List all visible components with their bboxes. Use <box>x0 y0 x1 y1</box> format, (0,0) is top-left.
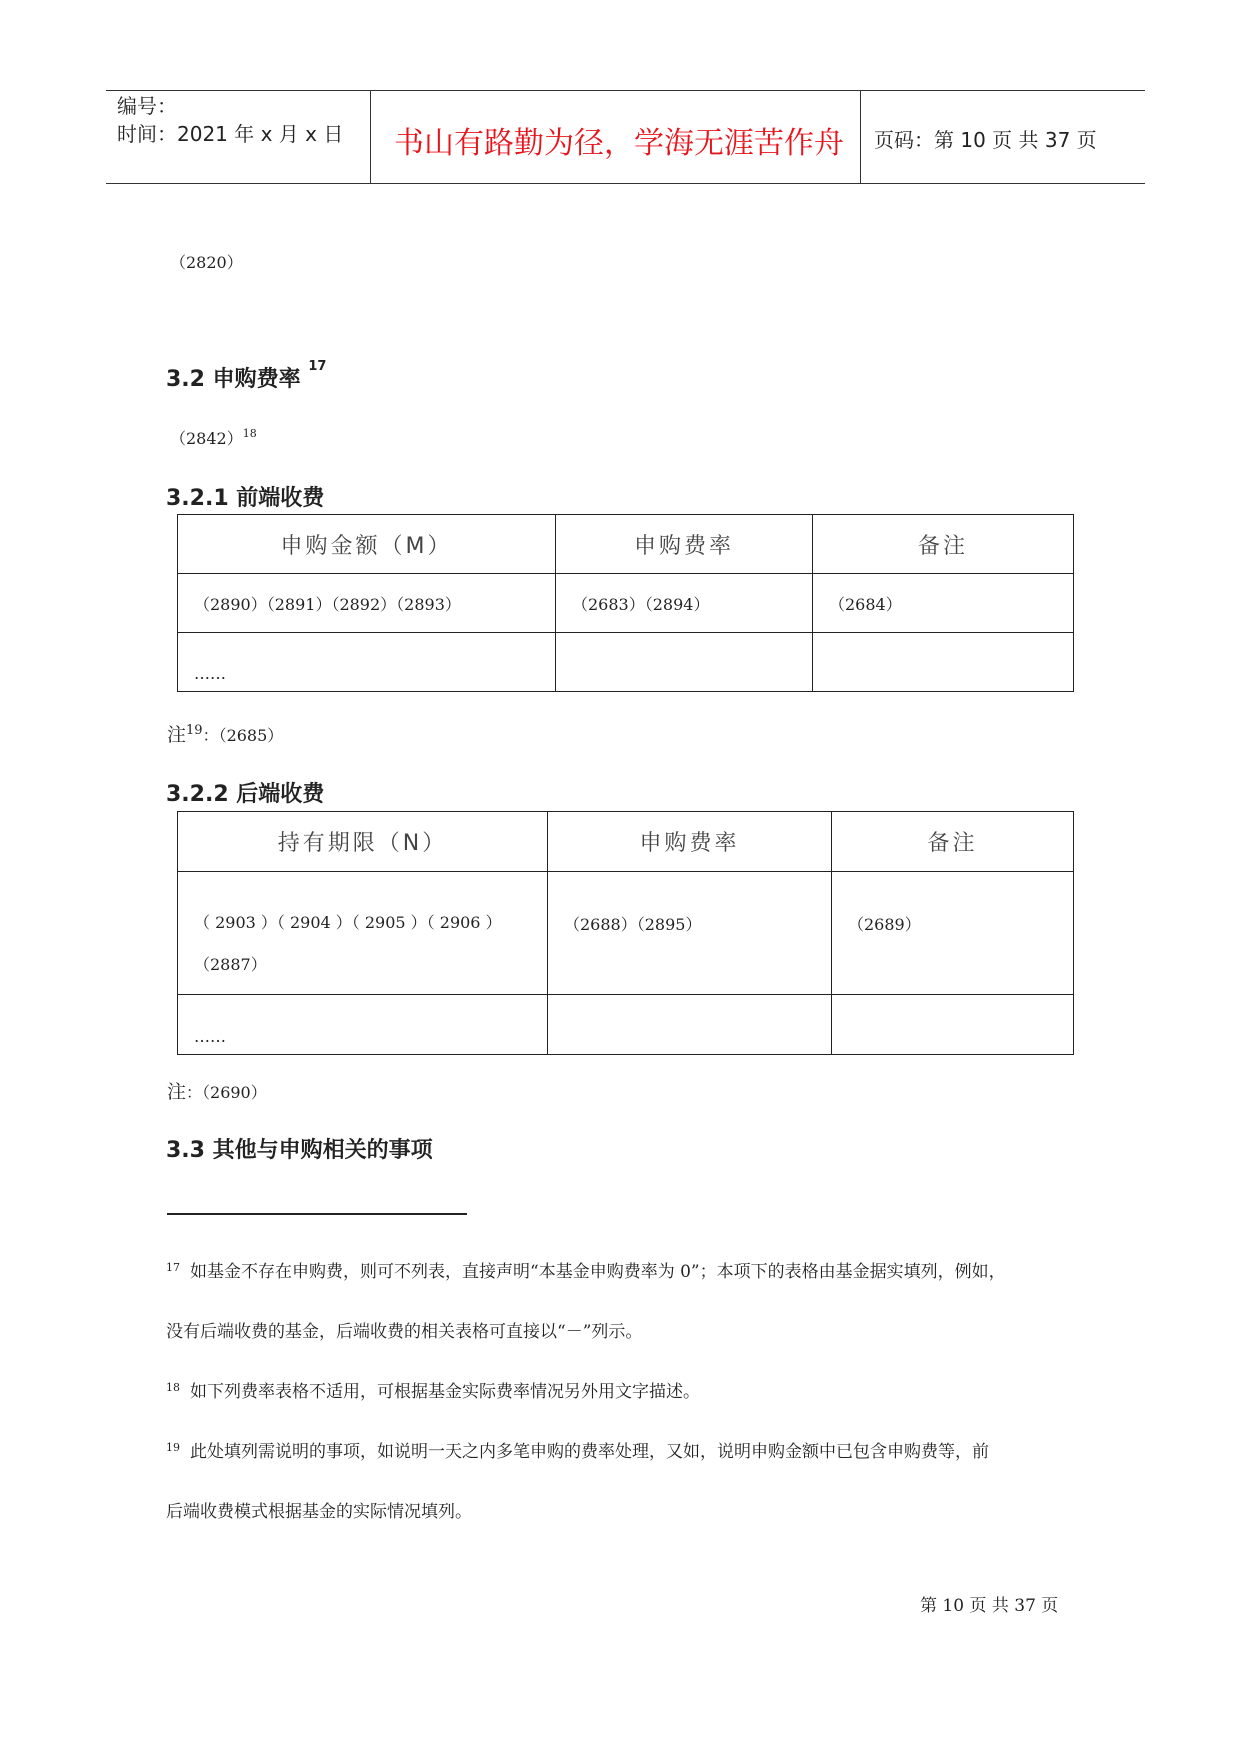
table-cell: （2684） <box>813 574 1074 633</box>
table-cell <box>548 995 832 1055</box>
footnote-17-continued: 没有后端收费的基金，后端收费的相关表格可直接以“－”列示。 <box>166 1322 643 1342</box>
holding-period-codes-line1: （ 2903 ）（ 2904 ）（ 2905 ）（ 2906 ） <box>194 913 502 932</box>
table-row <box>178 995 1074 1055</box>
table-cell <box>178 872 548 995</box>
header-page-info: 页码：第 10 页 共 37 页 <box>874 128 1097 152</box>
table-cell: （2688）（2895） <box>548 872 832 995</box>
footnote-number: 17 <box>166 1261 180 1274</box>
header-cell-rate: 申购费率 <box>548 812 832 872</box>
table-cell: （2890）（2891）（2892）（2893） <box>178 574 556 633</box>
footnote-separator <box>167 1213 467 1215</box>
code-2842-footnote-ref[interactable]: 18 <box>242 427 257 440</box>
front-end-fee-table <box>177 514 1074 692</box>
table-cell <box>832 995 1074 1055</box>
header-bottom-rule <box>106 183 1145 184</box>
code-2820: （2820） <box>170 253 243 272</box>
back-end-fee-table <box>177 811 1074 1055</box>
header-cell-holding-period: 持有期限（N） <box>178 812 548 872</box>
table-cell: …… <box>178 995 548 1055</box>
table-cell: …… <box>178 633 556 692</box>
back-end-note <box>167 1077 267 1104</box>
table-header-row <box>178 515 1074 574</box>
section-3-2-footnote-ref[interactable]: 17 <box>308 359 327 374</box>
header-divider-right <box>860 91 861 183</box>
footnote-number: 18 <box>166 1381 180 1394</box>
note-label: 注 <box>167 1081 187 1103</box>
header-cell-rate: 申购费率 <box>556 515 813 574</box>
section-3-2-2-heading: 3.2.2 后端收费 <box>166 782 325 807</box>
table-cell <box>813 633 1074 692</box>
note-text: ：（2690） <box>186 1083 267 1102</box>
table-cell: （2689） <box>832 872 1074 995</box>
document-time-label: 时间：2021 年 x 月 x 日 <box>117 122 344 146</box>
footnote-19-continued: 后端收费模式根据基金的实际情况填列。 <box>166 1502 472 1522</box>
table-header-row <box>178 812 1074 872</box>
header-left <box>117 92 343 148</box>
header-cell-remark: 备注 <box>813 515 1074 574</box>
header-cell-amount: 申购金额（M） <box>178 515 556 574</box>
footnote-19 <box>166 1440 989 1466</box>
note-text: ：（2685） <box>202 726 284 745</box>
table-row <box>178 633 1074 692</box>
code-2842: （2842） <box>170 429 243 448</box>
footnote-number: 19 <box>166 1441 180 1454</box>
header-cell-remark: 备注 <box>832 812 1074 872</box>
table-row <box>178 574 1074 633</box>
table-cell <box>556 633 813 692</box>
section-3-2-heading <box>166 359 327 393</box>
table-cell: （2683）（2894） <box>556 574 813 633</box>
header-divider-left <box>370 91 371 183</box>
footnote-text: 如基金不存在申购费，则可不列表，直接声明“本基金申购费率为 0”；本项下的表格由基金据实填列，例如， <box>190 1262 1006 1282</box>
section-3-2-1-heading: 3.2.1 前端收费 <box>166 486 325 511</box>
front-end-note <box>167 720 283 747</box>
table-row <box>178 872 1074 995</box>
page-footer: 第 10 页 共 37 页 <box>920 1596 1059 1616</box>
footnote-17 <box>166 1260 1006 1286</box>
section-3-2-title: 3.2 申购费率 <box>166 367 301 392</box>
document-number-label: 编号： <box>117 94 177 118</box>
section-3-3-heading: 3.3 其他与申购相关的事项 <box>166 1138 433 1163</box>
header-top-rule <box>106 90 1145 91</box>
footnote-18 <box>166 1380 700 1406</box>
note-label: 注 <box>167 724 187 746</box>
holding-period-codes-line2: （2887） <box>194 955 267 974</box>
code-2842-line <box>170 426 257 449</box>
footnote-text: 如下列费率表格不适用，可根据基金实际费率情况另外用文字描述。 <box>190 1382 700 1402</box>
note-footnote-ref[interactable]: 19 <box>186 723 203 738</box>
footnote-text: 此处填列需说明的事项，如说明一天之内多笔申购的费率处理，又如，说明申购金额中已包含申购费等，前 <box>190 1442 989 1462</box>
header-motto: 书山有路勤为径，学海无涯苦作舟 <box>394 126 844 161</box>
